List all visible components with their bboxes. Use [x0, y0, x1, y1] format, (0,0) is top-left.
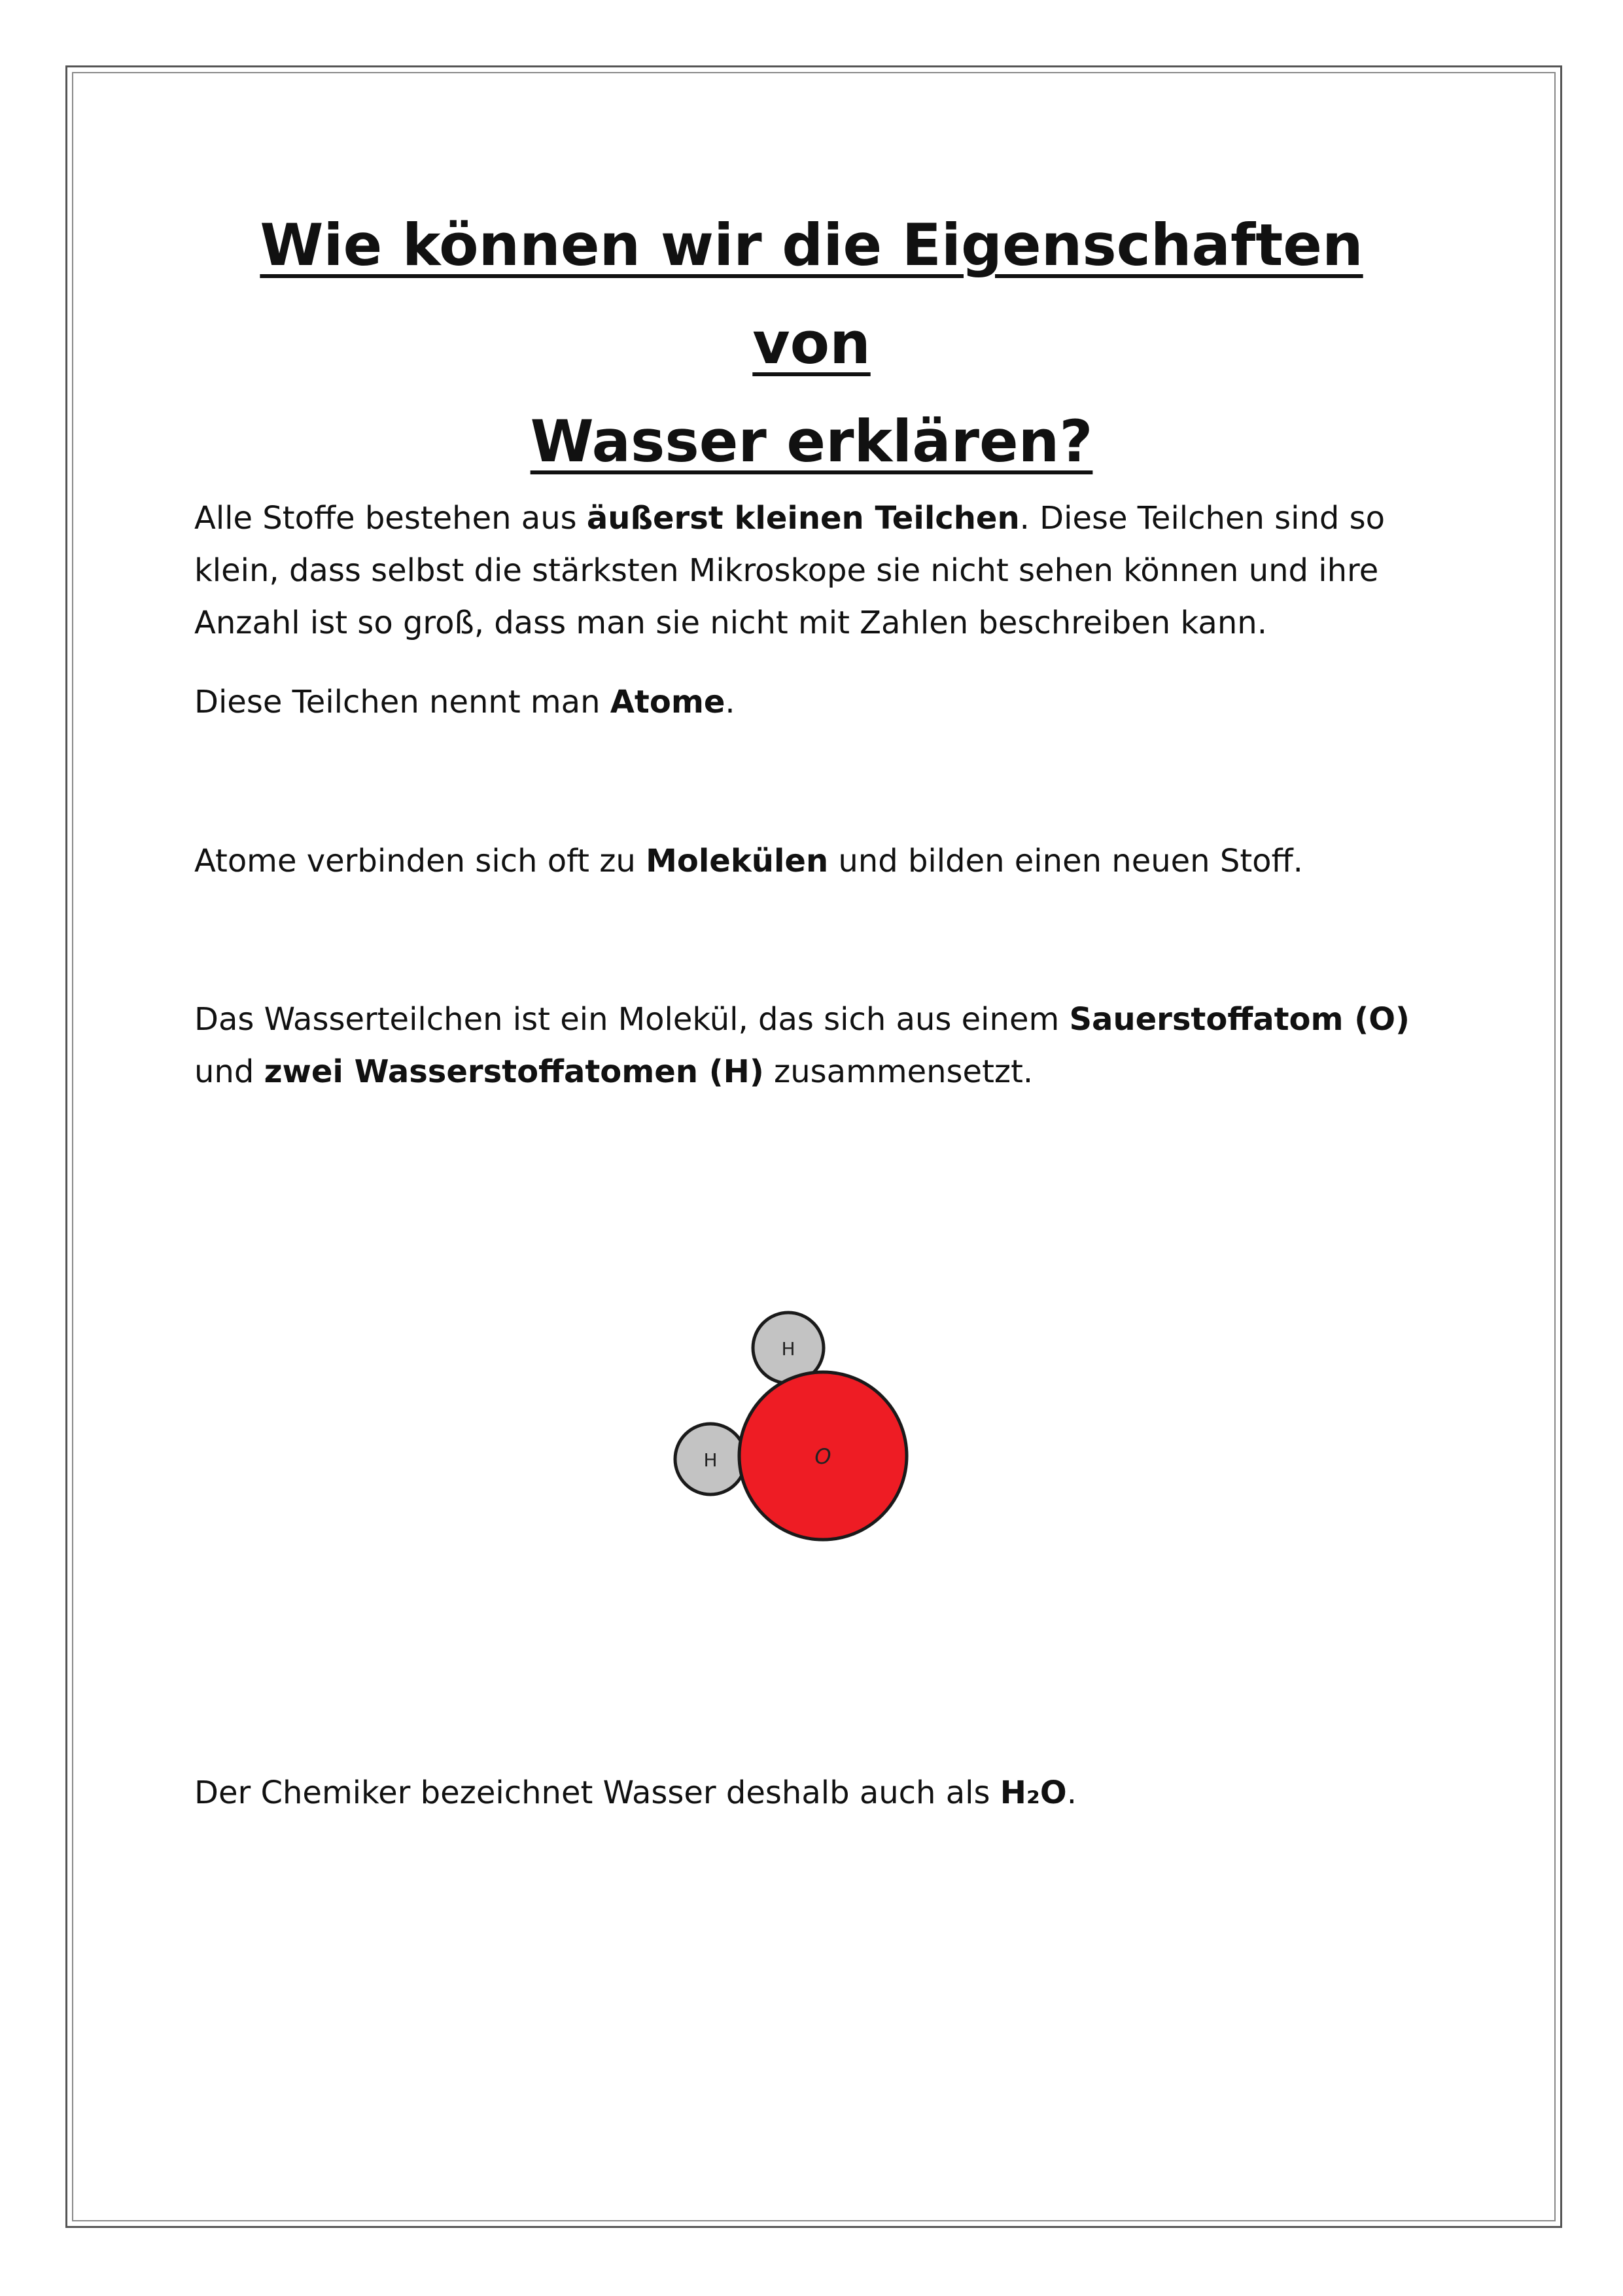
formula-h2o: H₂O [1000, 1775, 1067, 1811]
paragraph-text: und bilden einen neuen Stoff. [828, 843, 1303, 879]
paragraph-text: . Diese Teilchen sind so klein, dass selbst die stärksten Mikroskope sie nicht sehen können und ihre Anzahl ist so groß, dass man sie nicht mit Zahlen beschreiben kann. [194, 500, 1386, 641]
bold-term: Sauerstoffatom (O) [1069, 1001, 1410, 1038]
bold-term: Atome [610, 684, 725, 720]
hydrogen-label-top: H [781, 1338, 795, 1360]
page-title [196, 196, 1427, 491]
water-molecule-diagram [661, 1299, 922, 1554]
paragraph-text: und [194, 1053, 264, 1090]
bold-term: Molekülen [646, 843, 829, 879]
paragraph-formula [194, 1767, 1437, 1819]
title-line-2: Wasser erklären? [530, 408, 1093, 475]
paragraph-atoms [194, 676, 1437, 728]
oxygen-label: O [814, 1444, 831, 1469]
paragraph-text: Diese Teilchen nennt man [194, 684, 610, 720]
paragraph-water-molecule [194, 993, 1437, 1098]
paragraph-text: . [1066, 1775, 1077, 1811]
paragraph-particles [194, 492, 1437, 649]
paragraph-text: Das Wasserteilchen ist ein Molekül, das sich aus einem [194, 1001, 1070, 1038]
paragraph-text: Atome verbinden sich oft zu [194, 843, 646, 879]
paragraph-text: . [725, 684, 735, 720]
paragraph-molecules [194, 835, 1437, 887]
hydrogen-label-left: H [703, 1449, 718, 1471]
bold-term: zwei Wasserstoffatomen (H) [264, 1053, 764, 1090]
paragraph-text: Alle Stoffe bestehen aus [194, 500, 587, 537]
title-line-1: Wie können wir die Eigenschaften von [260, 211, 1363, 377]
bold-term: äußerst kleinen Teilchen [586, 500, 1020, 537]
paragraph-text: zusammensetzt. [763, 1053, 1034, 1090]
paragraph-text: Der Chemiker bezeichnet Wasser deshalb auch als [194, 1775, 1000, 1811]
